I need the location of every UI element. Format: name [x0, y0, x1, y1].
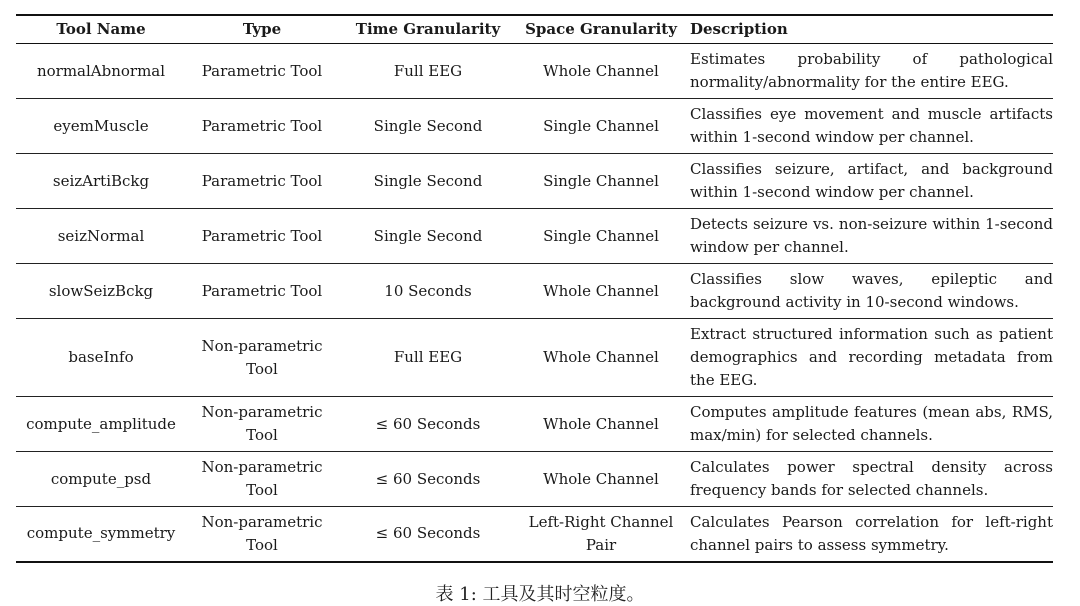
cell-type: Parametric Tool [201, 281, 323, 300]
cell-type: Non-parametric Tool [201, 336, 323, 378]
cell-space-granularity: Whole Channel [543, 281, 659, 300]
cell-description: Detects seizure vs. non-seizure within 1-second window per channel. [690, 215, 1053, 256]
table-row [16, 319, 1053, 397]
cell-type: Parametric Tool [201, 171, 323, 190]
cell-description: Calculates Pearson correlation for left-right channel pairs to assess symmetry. [690, 512, 1053, 554]
cell-time-granularity: ≤ 60 Seconds [375, 469, 481, 488]
cell-space-granularity: Whole Channel [543, 469, 659, 488]
cell-type: Non-parametric Tool [201, 458, 323, 499]
cell-time-granularity: ≤ 60 Seconds [375, 414, 481, 433]
table-header [16, 15, 1053, 44]
cell-tool-name: eyemMuscle [53, 116, 149, 135]
header-tool-name: Tool Name [56, 20, 146, 38]
table-row [16, 264, 1053, 319]
cell-time-granularity: Single Second [373, 116, 483, 135]
cell-type: Non-parametric Tool [201, 403, 323, 444]
cell-description: Estimates probability of pathological normality/abnormality for the entire EEG. [690, 50, 1053, 91]
cell-space-granularity: Left-Right Channel Pair [528, 512, 674, 554]
cell-time-granularity: Full EEG [393, 348, 463, 366]
table-row [16, 209, 1053, 264]
cell-tool-name: baseInfo [68, 348, 134, 366]
cell-tool-name: compute_amplitude [26, 414, 176, 433]
cell-type: Parametric Tool [201, 226, 323, 245]
table-row [16, 44, 1053, 99]
cell-space-granularity: Whole Channel [543, 348, 659, 366]
cell-space-granularity: Single Channel [543, 226, 659, 245]
cell-description: Classifies seizure, artifact, and background within 1-second window per channel. [690, 160, 1053, 201]
cell-description: Extract structured information such as patient demographics and recording metadata from the EEG. [690, 325, 1053, 389]
header-time-granularity: Time Granularity [355, 20, 501, 38]
cell-time-granularity: Full EEG [393, 61, 463, 80]
header-row [16, 15, 1053, 44]
table-caption: 表 1: 工具及其时空粒度。 [435, 584, 645, 605]
cell-space-granularity: Single Channel [543, 171, 659, 190]
cell-description: Computes amplitude features (mean abs, RMS, max/min) for selected channels. [690, 403, 1053, 444]
cell-tool-name: compute_psd [50, 469, 152, 488]
cell-description: Calculates power spectral density across frequency bands for selected channels. [690, 458, 1053, 499]
cell-type: Parametric Tool [201, 116, 323, 135]
cell-tool-name: compute_symmetry [26, 524, 176, 543]
header-type: Type [242, 20, 282, 38]
cell-tool-name: normalAbnormal [36, 61, 166, 80]
table-row [16, 99, 1053, 154]
table-body [16, 44, 1053, 562]
cell-time-granularity: Single Second [373, 226, 483, 245]
cell-description: Classifies eye movement and muscle artifacts within 1-second window per channel. [690, 105, 1053, 146]
cell-time-granularity: 10 Seconds [384, 281, 472, 300]
table-row [16, 507, 1053, 562]
table-row [16, 452, 1053, 507]
cell-time-granularity: Single Second [373, 171, 483, 190]
table-row [16, 397, 1053, 452]
cell-tool-name: seizArtiBckg [52, 171, 150, 190]
header-description: Description [690, 20, 788, 38]
cell-type: Parametric Tool [201, 61, 323, 80]
header-space-granularity: Space Granularity [525, 20, 677, 38]
cell-type: Non-parametric Tool [201, 512, 323, 554]
cell-tool-name: seizNormal [57, 226, 145, 245]
tools-table-container [16, 14, 1053, 563]
cell-space-granularity: Whole Channel [543, 414, 659, 433]
cell-space-granularity: Whole Channel [543, 61, 659, 80]
cell-space-granularity: Single Channel [543, 116, 659, 135]
cell-tool-name: slowSeizBckg [48, 281, 154, 300]
cell-time-granularity: ≤ 60 Seconds [375, 524, 481, 543]
cell-description: Classifies slow waves, epileptic and background activity in 10-second windows. [690, 270, 1053, 311]
table-row [16, 154, 1053, 209]
tools-table [16, 14, 1053, 563]
